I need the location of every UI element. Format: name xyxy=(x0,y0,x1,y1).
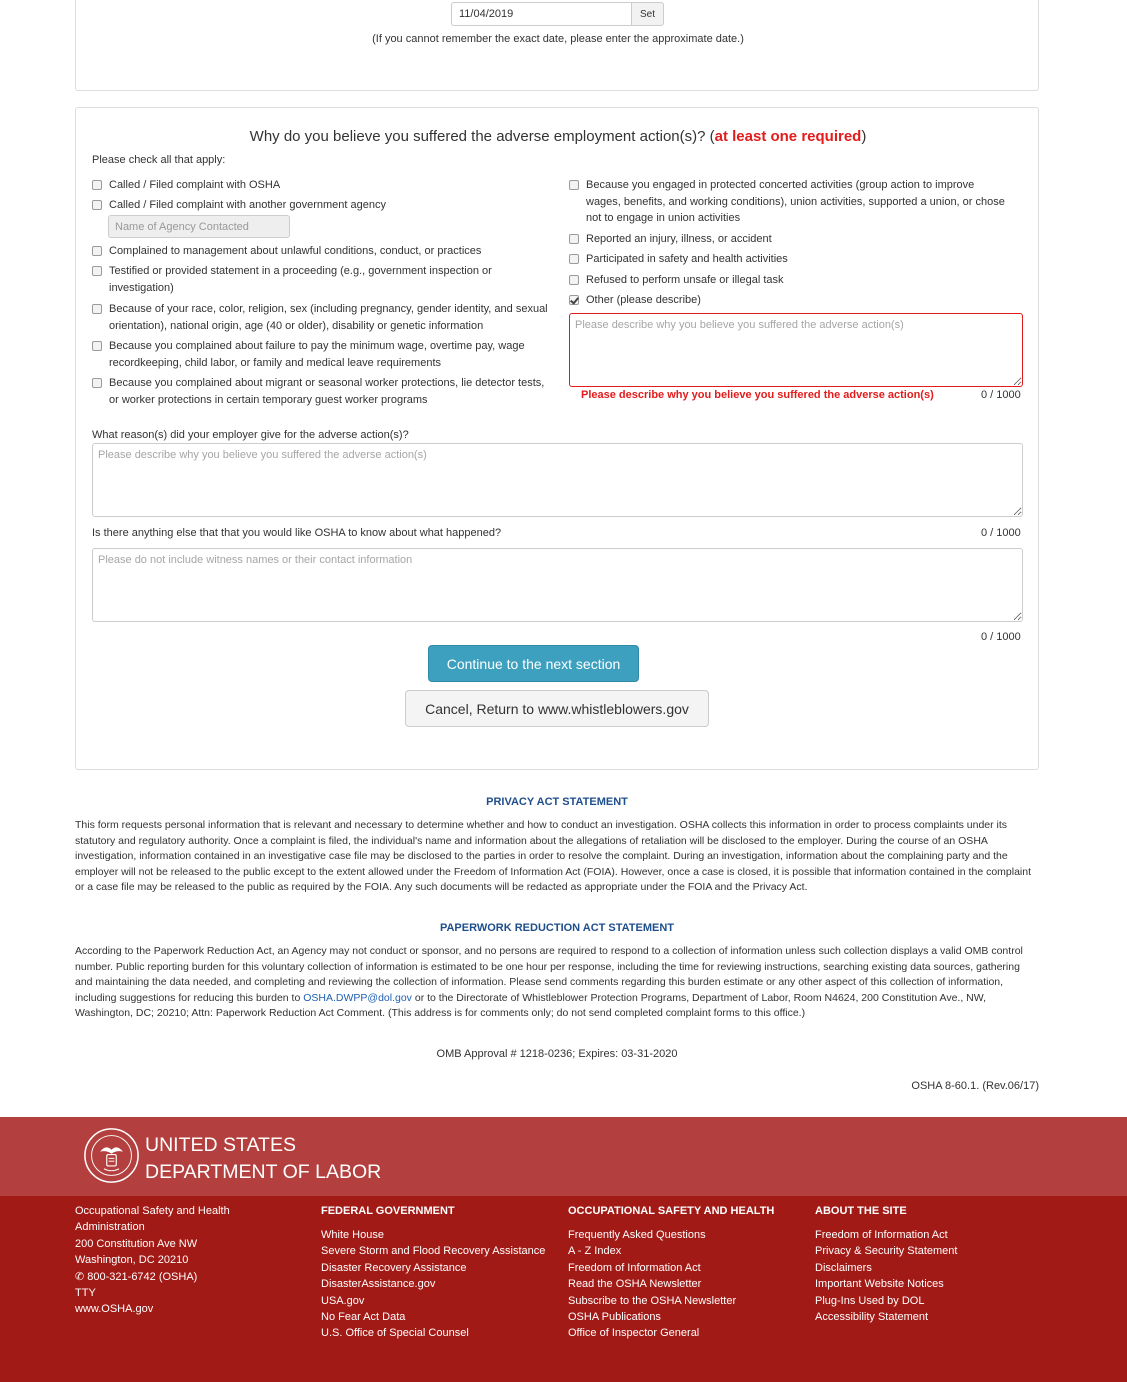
checkbox-box[interactable] xyxy=(569,275,579,285)
checkbox-label: Other (please describe) xyxy=(586,294,701,306)
checkbox-testified[interactable] xyxy=(92,263,532,296)
employer-reason-label: What reason(s) did your employer give for the adverse action(s)? xyxy=(92,429,409,441)
footer-col-federal-government xyxy=(321,1203,551,1342)
footer-link[interactable]: Subscribe to the OSHA Newsletter xyxy=(568,1294,737,1307)
checkbox-other-agency-complaint[interactable] xyxy=(92,197,552,214)
checkbox-box[interactable] xyxy=(92,378,102,388)
checkbox-box[interactable] xyxy=(569,254,579,264)
checkbox-box[interactable] xyxy=(92,180,102,190)
date-input-group xyxy=(451,2,664,26)
footer-col-osh xyxy=(568,1203,803,1342)
footer-address: Occupational Safety and Health Administration 200 Constitution Ave NW Washington, DC 20210 ✆ 800-321-6742 (OSHA) TTY www.OSHA.gov xyxy=(75,1203,275,1318)
checkbox-discrimination[interactable] xyxy=(92,301,552,334)
footer-link[interactable]: Freedom of Information Act xyxy=(815,1229,948,1241)
footer-link[interactable]: Accessibility Statement xyxy=(815,1311,929,1324)
dwpp-email-link[interactable]: OSHA.DWPP@dol.gov xyxy=(303,991,412,1004)
continue-button[interactable]: Continue to the next section xyxy=(428,645,639,682)
checkbox-wage-complaint[interactable] xyxy=(92,338,552,371)
footer-link[interactable]: White House xyxy=(321,1229,384,1241)
adverse-action-panel xyxy=(75,107,1039,770)
checkbox-box[interactable] xyxy=(92,341,102,351)
footer-link[interactable]: Read the OSHA Newsletter xyxy=(568,1278,702,1291)
checkbox-concerted-activities[interactable] xyxy=(569,177,1009,227)
checkbox-label: Because you engaged in protected concerted activities (group action to improve wages, benefits, and working conditions), union activities, supported a union, or chose not to engage in union activities xyxy=(586,179,1005,224)
date-hint: (If you cannot remember the exact date, please enter the approximate date.) xyxy=(372,33,744,45)
footer-link[interactable]: No Fear Act Data xyxy=(321,1311,406,1324)
required-note: at least one required xyxy=(714,128,862,145)
checkbox-box[interactable] xyxy=(92,246,102,256)
footer-link[interactable]: OSHA Publications xyxy=(568,1311,661,1324)
checkbox-label: Called / Filed complaint with OSHA xyxy=(109,179,281,191)
footer-link[interactable]: Severe Storm and Flood Recovery Assistance xyxy=(321,1245,546,1258)
footer-link[interactable]: Privacy & Security Statement xyxy=(815,1245,958,1258)
form-number: OSHA 8-60.1. (Rev.06/17) xyxy=(911,1080,1039,1092)
checkbox-box[interactable] xyxy=(569,180,579,190)
checkbox-label: Because of your race, color, religion, sex (including pregnancy, gender identity, and sexual orientation), national origin, age (40 or older), disability or genetic information xyxy=(109,303,548,332)
tty-link[interactable]: TTY xyxy=(75,1287,96,1300)
date-set-button[interactable]: Set xyxy=(631,2,664,26)
osha-site-link[interactable]: www.OSHA.gov xyxy=(75,1303,154,1316)
footer-link[interactable]: Plug-Ins Used by DOL xyxy=(815,1294,925,1307)
checkbox-label: Called / Filed complaint with another government agency xyxy=(109,199,386,211)
check-all-hint: Please check all that apply: xyxy=(92,154,226,166)
checkbox-osha-complaint[interactable] xyxy=(92,177,552,194)
dol-seal-icon[interactable] xyxy=(83,1127,140,1184)
checkbox-box[interactable] xyxy=(569,234,579,244)
checkbox-label: Because you complained about migrant or seasonal worker protections, lie detector tests, or worker protections in certain temporary guest worker programs xyxy=(109,377,545,406)
footer-col-heading: OCCUPATIONAL SAFETY AND HEALTH xyxy=(568,1205,775,1217)
footer-link[interactable]: Disaster Recovery Assistance xyxy=(321,1261,467,1274)
checkbox-migrant-worker[interactable] xyxy=(92,375,552,408)
footer-col-about-site xyxy=(815,1203,1045,1325)
footer-col-heading: FEDERAL GOVERNMENT xyxy=(321,1205,455,1217)
other-description-textarea[interactable] xyxy=(569,313,1023,387)
other-description-error: Please describe why you believe you suffered the adverse action(s) xyxy=(581,389,934,401)
cancel-button[interactable]: Cancel, Return to www.whistleblowers.gov xyxy=(405,690,709,727)
employer-reason-counter: 0 / 1000 xyxy=(981,527,1021,539)
checkbox-box[interactable] xyxy=(92,304,102,314)
checkbox-box[interactable] xyxy=(92,266,102,276)
checkbox-label: Participated in safety and health activities xyxy=(586,253,788,265)
footer-link[interactable]: Frequently Asked Questions xyxy=(568,1229,706,1241)
footer-link[interactable]: Important Website Notices xyxy=(815,1278,944,1291)
footer-link[interactable]: USA.gov xyxy=(321,1294,365,1307)
footer-link[interactable]: Office of Inspector General xyxy=(568,1327,700,1340)
anything-else-label: Is there anything else that that you would like OSHA to know about what happened? xyxy=(92,527,502,539)
checkbox-safety-activities[interactable] xyxy=(569,251,1009,268)
checkbox-label: Refused to perform unsafe or illegal task xyxy=(586,274,784,286)
footer-link[interactable]: DisasterAssistance.gov xyxy=(321,1278,436,1291)
anything-else-textarea[interactable] xyxy=(92,548,1023,622)
checkbox-label: Testified or provided statement in a proceeding (e.g., government inspection or investigation) xyxy=(109,265,492,294)
anything-else-counter: 0 / 1000 xyxy=(981,631,1021,643)
footer-col-heading: ABOUT THE SITE xyxy=(815,1205,907,1217)
reasons-question-title: Why do you believe you suffered the adverse employment action(s)? (at least one required) xyxy=(249,128,867,145)
agency-name-input[interactable] xyxy=(108,215,290,238)
department-name[interactable]: UNITED STATES DEPARTMENT OF LABOR xyxy=(145,1134,382,1183)
footer-link[interactable]: Freedom of Information Act xyxy=(568,1261,701,1274)
checkbox-box-checked[interactable] xyxy=(569,295,579,305)
other-description-counter: 0 / 1000 xyxy=(981,389,1021,401)
checkbox-label: Complained to management about unlawful conditions, conduct, or practices xyxy=(109,245,482,257)
omb-approval: OMB Approval # 1218-0236; Expires: 03-31-2020 xyxy=(436,1048,678,1060)
phone-icon: ✆ xyxy=(75,1270,85,1283)
checkbox-box[interactable] xyxy=(92,200,102,210)
checkbox-refused-unsafe-task[interactable] xyxy=(569,272,1009,289)
checkbox-label: Because you complained about failure to pay the minimum wage, overtime pay, wage recordkeeping, child labor, or family and medical leave requirements xyxy=(109,340,525,369)
checkbox-label: Reported an injury, illness, or accident xyxy=(586,233,772,245)
footer-link[interactable]: A - Z Index xyxy=(568,1245,622,1258)
privacy-act-text: This form requests personal information that is relevant and necessary to determine whether and how to conduct an investigation. OSHA collects this information in order to process complaints under its statutory and regulatory authority. Once a complaint is filed, the individual's name and information about the allegations of retaliation will be disclosed to the employer. During the course of an OSHA investigation, information contained in an investigative case file may be disclosed to the parties in order to resolve the complaint. During an investigation, information about the complaining party and the employer will not be released to the public except to the extent allowed under the Freedom of Information Act (FOIA). However, once a case is closed, it is possible that information contained in the complaint or a case file may be released to the public as required by the FOIA. Any such documents will be redacted as appropriate under the FOIA and the Privacy Act. xyxy=(75,819,1032,894)
employer-reason-textarea[interactable] xyxy=(92,443,1023,517)
privacy-act-heading: PRIVACY ACT STATEMENT xyxy=(486,796,628,808)
paperwork-act-text: According to the Paperwork Reduction Act, an Agency may not conduct or sponsor, and no persons are required to respond to a collection of information unless such collection displays a valid OMB control number. Public reporting burden for this voluntary collection of information is estimated to be one hour per response, including the time for reviewing instructions, searching existing data sources, gathering and maintaining the data needed, and completing and reviewing the collection of information. Please send comments regarding this burden estimate or any other aspect of this collection of information, including suggestions for reducing this burden to OSHA.DWPP@dol.gov or to the Directorate of Whistleblower Protection Programs, Department of Labor, Room N4624, 200 Constitution Ave., NW, Washington, DC; 20210; Attn: Paperwork Reduction Act Comment. (This address is for comments only; do not send completed complaint forms to this office.) xyxy=(75,945,1023,1020)
date-panel xyxy=(75,0,1039,91)
footer-link[interactable]: Disclaimers xyxy=(815,1261,872,1274)
checkbox-other[interactable] xyxy=(569,292,1009,309)
date-input[interactable] xyxy=(451,2,631,26)
checkbox-complained-management[interactable] xyxy=(92,243,552,260)
paperwork-act-heading: PAPERWORK REDUCTION ACT STATEMENT xyxy=(439,922,675,934)
footer-link[interactable]: U.S. Office of Special Counsel xyxy=(321,1327,469,1340)
checkbox-reported-injury[interactable] xyxy=(569,231,1009,248)
